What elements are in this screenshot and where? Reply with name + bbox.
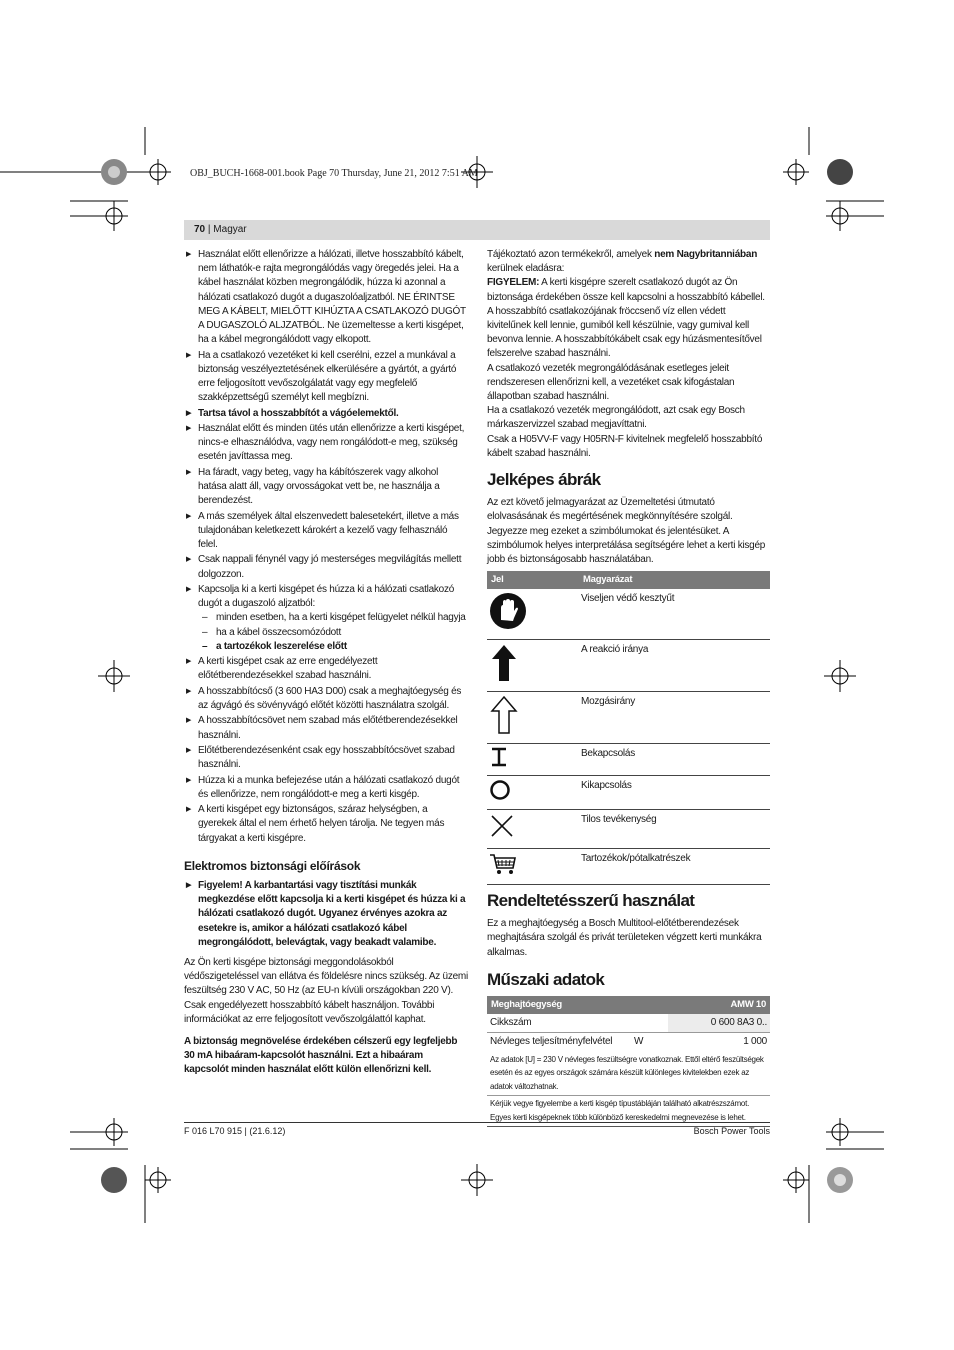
symbol-meaning: Tartozékok/pótalkatrészek bbox=[579, 848, 770, 884]
list-item: ▶ Ha fáradt, vagy beteg, vagy ha kábítószerek vagy alkohol hatása alatt áll, vagy orvosságokat vett be, ne használja a berendezést. bbox=[184, 466, 468, 509]
tech-value: 1 000 bbox=[668, 1033, 770, 1052]
technical-data-table bbox=[487, 996, 770, 1127]
sub-item: – minden esetben, ha a kerti kisgépet felügyelet nélkül hagyja bbox=[202, 611, 468, 625]
sub-item: – a tartozékok leszerelése előtt bbox=[202, 640, 468, 654]
table-row bbox=[487, 1033, 770, 1052]
symbol-meaning: Kikapcsolás bbox=[579, 776, 770, 810]
page-number: 70 bbox=[194, 224, 206, 235]
gloves-icon bbox=[489, 592, 527, 630]
warning-paragraph bbox=[487, 276, 770, 361]
tech-header-label: Meghajtóegység bbox=[487, 996, 668, 1014]
warning-label: FIGYELEM: bbox=[487, 277, 540, 289]
book-file-line: OBJ_BUCH-1668-001.book Page 70 Thursday, June 21, 2012 7:51 AM bbox=[190, 168, 478, 179]
table-row bbox=[487, 744, 770, 776]
tech-unit: W bbox=[634, 1036, 644, 1048]
electrical-paragraph: Az Ön kerti kisgépe biztonsági meggondolásokból védőszigeteléssel van ellátva és földelésre nincs szükség. Az üzemi feszültség 230 V AC, 50 Hz (az EU-n kívüli országokban 220 V). Csak engedélyezett hosszabbító kábelt használjon. További információkat az erre feljogosított vevőszolgálattól kaphat. bbox=[184, 956, 468, 1025]
technical-data-heading: Műszaki adatok bbox=[487, 969, 605, 989]
list-item: ▶ Tartsa távol a hosszabbítót a vágóelemektől. bbox=[184, 407, 468, 421]
tech-note: Az adatok [U] = 230 V névleges feszültségre vonatkoznak. Ettől eltérő feszültségek esetén és az egyes országok számára készült különleges kivitelekben ezek az adatok változhatnak. bbox=[487, 1052, 770, 1096]
table-row bbox=[487, 1014, 770, 1033]
info-bold: nem Nagybritanniában bbox=[654, 249, 758, 260]
tech-label: Névleges teljesítményfelvétel bbox=[490, 1036, 613, 1048]
tech-note: Kérjük vegye figyelembe a kerti kisgép típustábláján található alkatrészszámot. Egyes kerti kisgépeknek több különböző kereskedelmi megnevezése is lehet. bbox=[487, 1096, 770, 1127]
list-item-text: Kapcsolja ki a kerti kisgépet és húzza ki a hálózati csatlakozó dugót a dugaszoló aljzatból: bbox=[198, 583, 455, 610]
list-item-with-subitems bbox=[184, 583, 468, 654]
cable-type-paragraph: Csak a H05VV-F vagy H05RN-F kivitelnek megfelelő hosszabbító kábelt szabad használni. bbox=[487, 433, 763, 459]
intended-use-heading: Rendeltetésszerű használat bbox=[487, 890, 695, 910]
switch-on-icon bbox=[489, 747, 509, 767]
table-row bbox=[487, 848, 770, 884]
symbol-column-header: Jel bbox=[487, 571, 579, 589]
intended-use-text: Ez a meghajtóegység a Bosch Multitool-előtétberendezések meghajtására szolgál és privát területeken végzett kerti munkákra alkalmas. bbox=[487, 918, 762, 958]
left-column bbox=[184, 248, 468, 1086]
tech-label: Cikkszám bbox=[487, 1014, 628, 1033]
uk-info-paragraph bbox=[487, 248, 770, 276]
list-item: ▶ A hosszabbítócső (3 600 HA3 D00) csak a meghajtóegység és az ágvágó és sövényvágó előtét közötti használatra szolgál. bbox=[184, 685, 468, 713]
tech-value: 0 600 8A3 0.. bbox=[668, 1014, 770, 1033]
page-header bbox=[184, 220, 770, 240]
table-row bbox=[487, 810, 770, 848]
symbol-meaning: Tilos tevékenység bbox=[579, 810, 770, 848]
list-item: ▶ A kerti kisgépet csak az erre engedélyezett előtétberendezésekkel szabad használni. bbox=[184, 655, 468, 683]
sub-list bbox=[202, 611, 468, 654]
table-row bbox=[487, 1052, 770, 1096]
table-row bbox=[487, 691, 770, 743]
list-item: ▶ Figyelem! A karbantartási vagy tisztítási munkák megkezdése előtt kapcsolja ki a kerti kisgépet és húzza ki a hálózati csatlakozó dugót. Ugyanez érvényes azokra az esetekre is, amikor a hálózati csatlakozó kábel megrongálódott, belevágtak, vagy beakadt valamibe. bbox=[184, 879, 468, 950]
right-column bbox=[487, 248, 770, 1127]
list-item: ▶ Előtétberendezésenként csak egy hosszabbítócsövet szabad használni. bbox=[184, 744, 468, 772]
footer-rule bbox=[184, 1122, 770, 1123]
table-row bbox=[487, 589, 770, 639]
symbols-heading: Jelképes ábrák bbox=[487, 470, 601, 490]
header-language: Magyar bbox=[213, 224, 247, 235]
header-separator: | bbox=[207, 224, 211, 235]
footer-doc-number: F 016 L70 915 | (21.6.12) bbox=[184, 1126, 286, 1136]
list-item: ▶ Használat előtt ellenőrizze a hálózati, illetve hosszabbító kábelt, nem láthatók-e rajta megrongálódás vagy öregedés jelei. Ha a kábel használat közben megrongálódik, húzza ki azonnal a hálózati csatlakozó dugót a dugaszolóaljzatból. NE ÉRINTSE MEG A KÁBELT, MIELŐTT KIHÚZTA A CSATLAKOZÓ DUGÓT A DUGASZOLÓ ALJZATBÓL. Ne üzemeltesse a kerti kisgépet, ha a kábel megrongálódott vagy elkopott. bbox=[184, 248, 468, 347]
list-item: ▶ Használat előtt és minden ütés után ellenőrizze a kerti kisgépet, nincs-e elhasználódva, vagy nem rongálódott-e meg, szükség esetén javíttassa meg. bbox=[184, 422, 468, 465]
accessories-cart-icon bbox=[489, 852, 517, 876]
sub-item: – ha a kábel összecsomózódott bbox=[202, 626, 468, 640]
list-item: ▶ A kerti kisgépet egy biztonságos, száraz helységben, a gyerekek által el nem érhető helyen tárolja. Ne tegyen más tárgyakat a kerti kisgépre. bbox=[184, 803, 468, 846]
tech-header-model: AMW 10 bbox=[668, 996, 770, 1014]
symbols-intro: Az ezt követő jelmagyarázat az Üzemeltetési útmutató elolvasásának és megértésének megkönnyítésére szolgál. Jegyezze meg ezeket a szimbólumokat és jelentésüket. A szimbólumok helyes interpretálása segítségére lehet a kerti kisgép jobb és biztonságosabb használatában. bbox=[487, 497, 766, 566]
rcd-paragraph: A biztonság megnövelése érdekében célszerű egy legfeljebb 30 mA hibaáram-kapcsolót használni. Ezt a hibaáram kapcsolót minden használat előtt külön ellenőrizni kell. bbox=[184, 1036, 458, 1076]
tech-unit bbox=[628, 1014, 668, 1033]
meaning-column-header: Magyarázat bbox=[579, 571, 770, 589]
symbol-meaning: A reakció iránya bbox=[579, 639, 770, 691]
movement-arrow-icon bbox=[489, 695, 519, 735]
list-item: ▶ Csak nappali fénynél vagy jó mesterséges megvilágítás mellett dolgozzon. bbox=[184, 553, 468, 581]
list-item: ▶ Ha a csatlakozó vezetéket ki kell cserélni, ezzel a munkával a biztonság veszélyeztetésének elkerülésére a gyártót, a gyártó erre feljogosított vevőszolgálatát vagy egy megfelelő szakképzettségű személyt kell megbízni. bbox=[184, 349, 468, 406]
prohibited-icon bbox=[489, 813, 515, 839]
table-row bbox=[487, 639, 770, 691]
table-row bbox=[487, 776, 770, 810]
symbol-meaning: Viseljen védő kesztyűt bbox=[579, 589, 770, 639]
symbol-meaning: Mozgásirány bbox=[579, 691, 770, 743]
info-text: Tájékoztató azon termékekről, amelyek bbox=[487, 249, 655, 260]
cable-check-paragraph: A csatlakozó vezeték megrongálódásának esetleges jeleit rendszeresen ellenőrizni kell, a vezetéket csak kifogástalan állapotban szabad használni. bbox=[487, 362, 735, 403]
list-item: ▶ A hosszabbítócsövet nem szabad más előtétberendezésekkel használni. bbox=[184, 714, 468, 742]
info-text-end: kerülnek eladásra: bbox=[487, 263, 565, 275]
electrical-bullet-list bbox=[184, 879, 468, 950]
list-item: ▶ A más személyek által elszenvedett balesetekért, illetve a más tulajdonában keletkezett károkért a kezelő vagy felhasználó felel. bbox=[184, 510, 468, 553]
symbols-table bbox=[487, 571, 770, 885]
electrical-safety-heading: Elektromos biztonsági előírások bbox=[184, 858, 361, 873]
reaction-arrow-icon bbox=[489, 643, 519, 683]
repair-paragraph: Ha a csatlakozó vezeték megrongálódott, azt csak egy Bosch márkaszervizzel szabad megjavíttatni. bbox=[487, 405, 745, 431]
symbol-meaning: Bekapcsolás bbox=[579, 744, 770, 776]
switch-off-icon bbox=[489, 779, 511, 801]
safety-bullet-list bbox=[184, 248, 468, 846]
warning-text: A kerti kisgépre szerelt csatlakozó dugót az Ön biztonsága érdekében össze kell kapcsolni a hosszabbító kábellel. A hosszabbító csatlakozójának fröccsenő víz ellen védett kivitelűnek kell lennie, gumiból kell készülnie, vagy gumival kell bevonva lennie. A hosszabbítókábelt csak egy húzásmentesítővel felszerelve szabad használni. bbox=[487, 277, 765, 360]
list-item: ▶ Húzza ki a munka befejezése után a hálózati csatlakozó dugót és ellenőrizze, nem rongálódott-e meg a kerti kisgép. bbox=[184, 774, 468, 802]
footer-brand: Bosch Power Tools bbox=[693, 1126, 770, 1136]
